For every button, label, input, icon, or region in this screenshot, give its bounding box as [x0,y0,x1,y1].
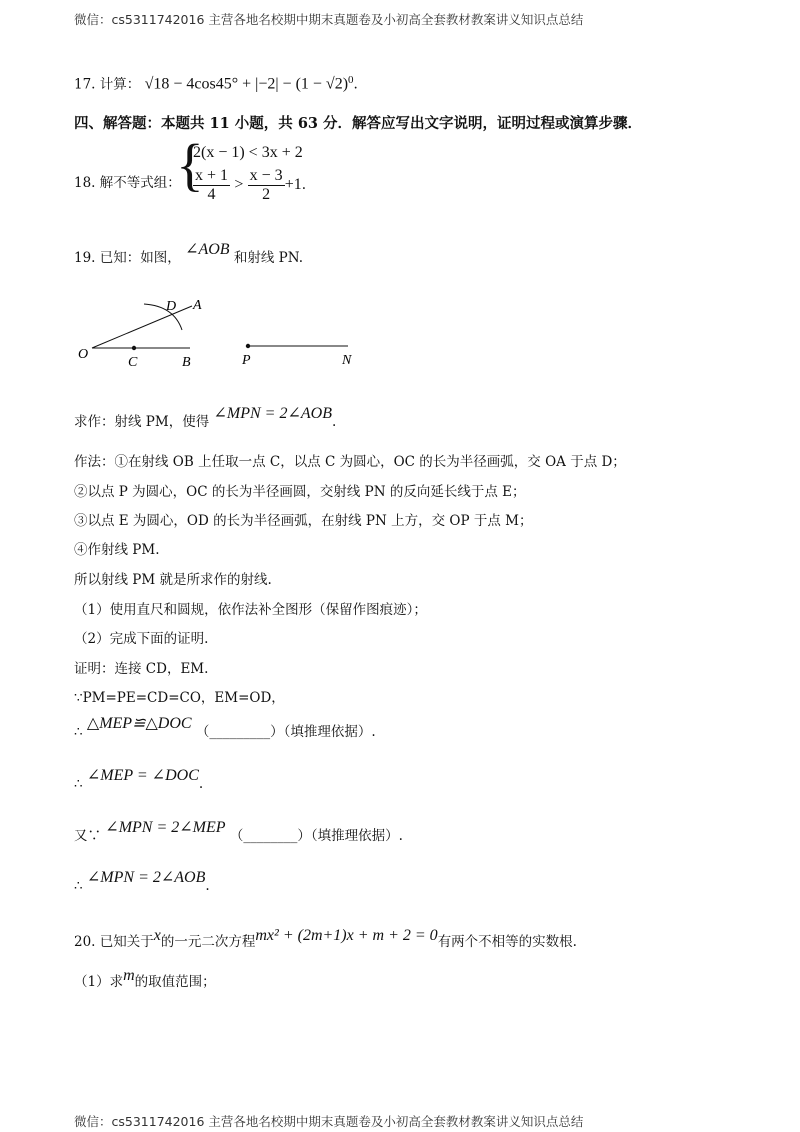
q18-frac1-den: 4 [207,186,216,203]
q19-eq1-dot: . [198,776,204,792]
page-header: 微信：cs5311742016 主营各地名校期中期末真题卷及小初高全套教材教案讲义知识点总结 [74,12,584,27]
q18-brace: { [176,132,204,197]
q17-exponent: 0 [348,74,354,86]
label-d: D [166,299,177,314]
because-1: 又∵ [74,828,101,844]
q19-construct-end: . [331,414,337,430]
q19-proof-2: ∵PM=PE=CD=CO，EM=OD， [74,690,285,706]
q18-label: 18. 解不等式组： [74,175,181,191]
q19-construct-eq: ∠MPN = 2∠AOB [213,405,332,422]
q19-proof-eq2 [74,819,403,846]
q19-proof-eq3 [74,869,210,896]
q19-method-5: 所以射线 PM 就是所求作的射线. [74,572,272,588]
q18-inequality-2 [193,167,306,204]
q18-frac1-num: x + 1 [195,167,229,184]
q19-proof-cong [74,715,376,742]
q19-part-1: （1）使用直尺和圆规，依作法补全图形（保留作图痕迹）； [74,602,427,618]
page-footer: 微信：cs5311742016 主营各地名校期中期末真题卷及小初高全套教材教案讲义知识点总结 [74,1114,584,1129]
q20-tail: 有两个不相等的实数根. [437,934,577,950]
q19-proof-eq1 [74,767,204,794]
q19-proof-1: 证明：连接 CD，EM. [74,661,209,677]
q20-label: 20. 已知关于 [74,934,154,950]
q18-end: . [301,177,307,193]
q19-method-4: ④作射线 PM. [74,542,160,558]
label-a: A [193,298,202,313]
q20-var-x: x [153,927,161,944]
label-c: C [128,355,138,370]
q19-construct-prefix: 求作：射线 PM，使得 [74,414,210,430]
q19-blank-1: （_________）（填推理依据）. [195,724,376,740]
q19-construct [74,405,337,432]
q18-fraction-2 [248,167,285,204]
q18-frac2-num: x − 3 [249,167,283,184]
label-p: P [242,353,251,368]
q19-angle: ∠AOB [185,241,230,258]
q20-var-m: m [123,967,135,984]
q19-eq1: ∠MEP = ∠DOC [86,767,199,784]
q18-fraction-1 [193,167,230,204]
q18-frac2-den: 2 [262,186,271,203]
point-p [246,344,250,348]
ray-oa [92,306,192,348]
q18-plus-1: +1 [284,176,302,193]
point-c [132,346,136,350]
therefore-2: ∴ [74,776,83,792]
q19-label: 19. 已知：如图， [74,250,181,266]
q19-eq2: ∠MPN = 2∠MEP [105,819,226,836]
q20-part1-b: 的取值范围； [134,974,216,990]
q17-expression: − 4cos45° + |−2| − (1 − √2) [169,75,349,93]
therefore-1: ∴ [74,724,83,740]
q19-intro [74,241,303,268]
q19-method-2: ②以点 P 为圆心，OC 的长为半径画圆，交射线 PN 的反向延长线于点 E； [74,484,526,500]
question-20 [74,927,577,952]
q20-equation: mx² + (2m+1)x + m + 2 = 0 [255,927,438,944]
q20-part1-a: （1）求 [74,974,124,990]
label-n: N [342,353,352,368]
q20-part-1 [74,967,216,992]
q20-mid: 的一元二次方程 [160,934,256,950]
therefore-3: ∴ [74,878,83,894]
q19-method-1: 作法：①在射线 OB 上任取一点 C，以点 C 为圆心，OC 的长为半径画弧，交 OA 于点 D； [74,454,626,470]
arc-cd [144,304,182,330]
q19-figure [74,292,374,372]
label-o: O [78,347,89,362]
q18-gt: > [234,176,244,193]
q19-method-3: ③以点 E 为圆心，OD 的长为半径画弧，在射线 PN 上方，交 OP 于点 M； [74,513,533,529]
section-4-title: 四、解答题：本题共 11 小题，共 63 分．解答应写出文字说明，证明过程或演算步骤． [74,115,643,132]
question-17 [74,70,358,95]
q19-eq3: ∠MPN = 2∠AOB [86,869,206,886]
q17-label: 17. 计算： [74,76,141,93]
q19-part-2: （2）完成下面的证明. [74,631,209,647]
label-b: B [182,355,191,370]
q19-eq3-dot: . [205,878,210,894]
q19-congruence: △MEP≌△DOC [86,715,192,732]
q17-end: . [353,76,358,93]
q19-blank-2: （________）（填推理依据）. [229,828,403,844]
q18-inequality-1: 2(x − 1) < 3x + 2 [193,144,303,161]
q17-sqrt18: √18 [144,75,170,93]
q19-ray-text: 和射线 PN. [233,250,303,266]
